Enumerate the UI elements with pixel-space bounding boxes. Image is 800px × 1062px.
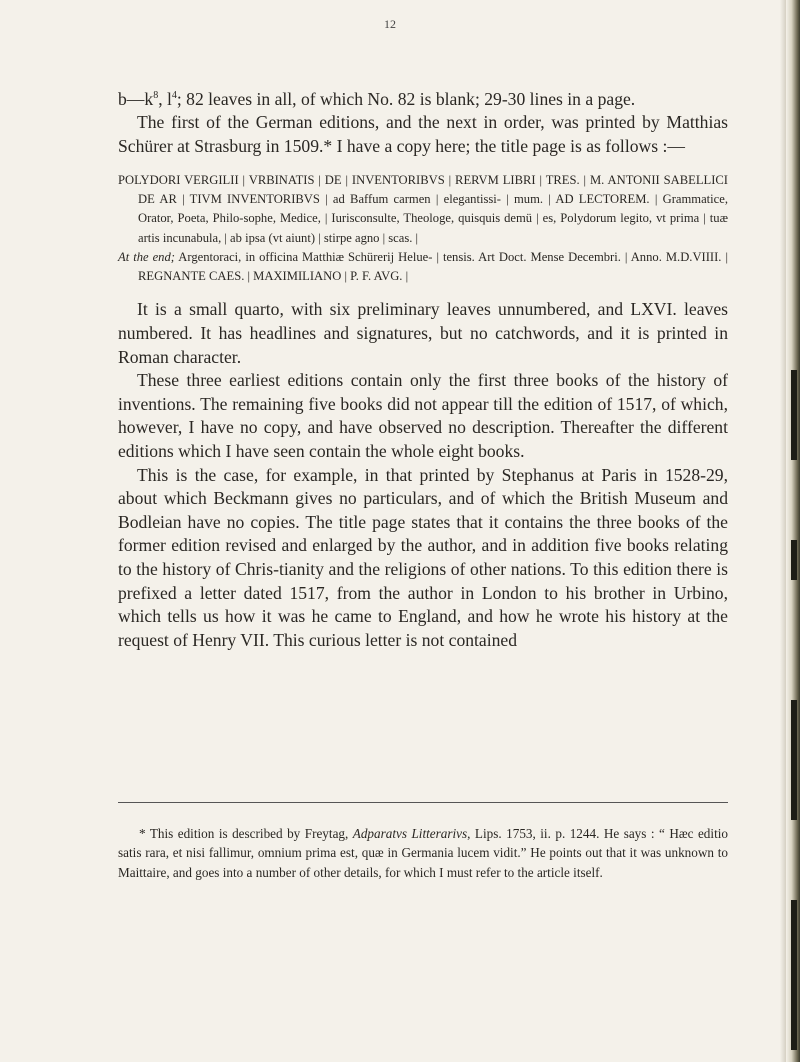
title-page-text: POLYDORI VERGILII | VRBINATIS | DE | INVENTORIBVS | RERVM LIBRI | TRES. | M. ANTONII SABELLICI DE AR | TIVM INVENTORIBVS | ad Baffum carmen | elegantissi- | mum. | AD LECTOREM. | Grammatice, Orator, Poeta, Philo-sophe, Medice, | Iurisconsulte, Theologe, quisquis demü | es, Polydorum legito, vt prima | tuæ artis incunabula, | ab ipsa (vt aiunt) | stirpe agno | scas. | [118,172,728,245]
page-number: 12 [384,17,396,31]
spine-mark [791,900,797,1050]
main-text [118,84,728,652]
paragraph-stephanus-edition: This is the case, for example, in that printed by Stephanus at Paris in 1528-29, about which Beckmann gives no particulars, and of which the British Museum and Bodleian have no copies. The title page states that it contains the three books of the former edition revised and enlarged by the author, and in addition five books relating to the history of Chris-tianity and the religions of other nations. To this edition there is prefixed a letter dated 1517, from the author in London to his brother in Urbino, which tells us how it was he came to England, and how he wrote his history at the request of Henry VII. This curious letter is not contained [118,464,728,650]
paragraph-german-editions: The first of the German editions, and the next in order, was printed by Matthias Schürer at Strasburg in 1509.* I have a copy here; the title page is as follows :— [118,112,728,157]
spine-mark [791,700,797,820]
spine-mark [791,370,797,460]
paragraph-earliest-editions: These three earliest editions contain only the first three books of the history of inventions. The remaining five books did not appear till the edition of 1517, of which, however, I have no copy, and have observed no description. Thereafter the different editions which I have seen contain the whole eight books. [118,370,728,461]
paragraph-small-quarto: It is a small quarto, with six preliminary leaves unnumbered, and LXVI. leaves numbered. It has headlines and signatures, but no catchwords, and it is printed in Roman character. [118,299,728,367]
paragraph-collation: $b—k^8$, $l^4$; 82 leaves in all, of which No. 82 is blank; 29-30 lines in a page. [118,88,636,109]
title-page-transcription [118,171,728,287]
footnote-text: * This edition is described by Freytag, Adparatvs Litterarivs, Lips. 1753, ii. p. 1244. He says : “ Hæc editio satis rara, et nisi fallimur, omnium prima est, quæ in Germania lucem vidit.” He points out that it was unknown to Maittaire, and goes into a number of other details, for which I must refer to the article itself. [118,826,728,880]
spine-mark [791,540,797,580]
footnote [118,824,728,882]
footnote-divider [118,802,728,803]
colophon-text: At the end; Argentoraci, in officina Matthiæ Schürerij Helue- | tensis. Art Doct. Mense Decembri. | Anno. M.D.VIIII. | REGNANTE CAES. | MAXIMILIANO | P. F. AVG. | [118,249,728,284]
